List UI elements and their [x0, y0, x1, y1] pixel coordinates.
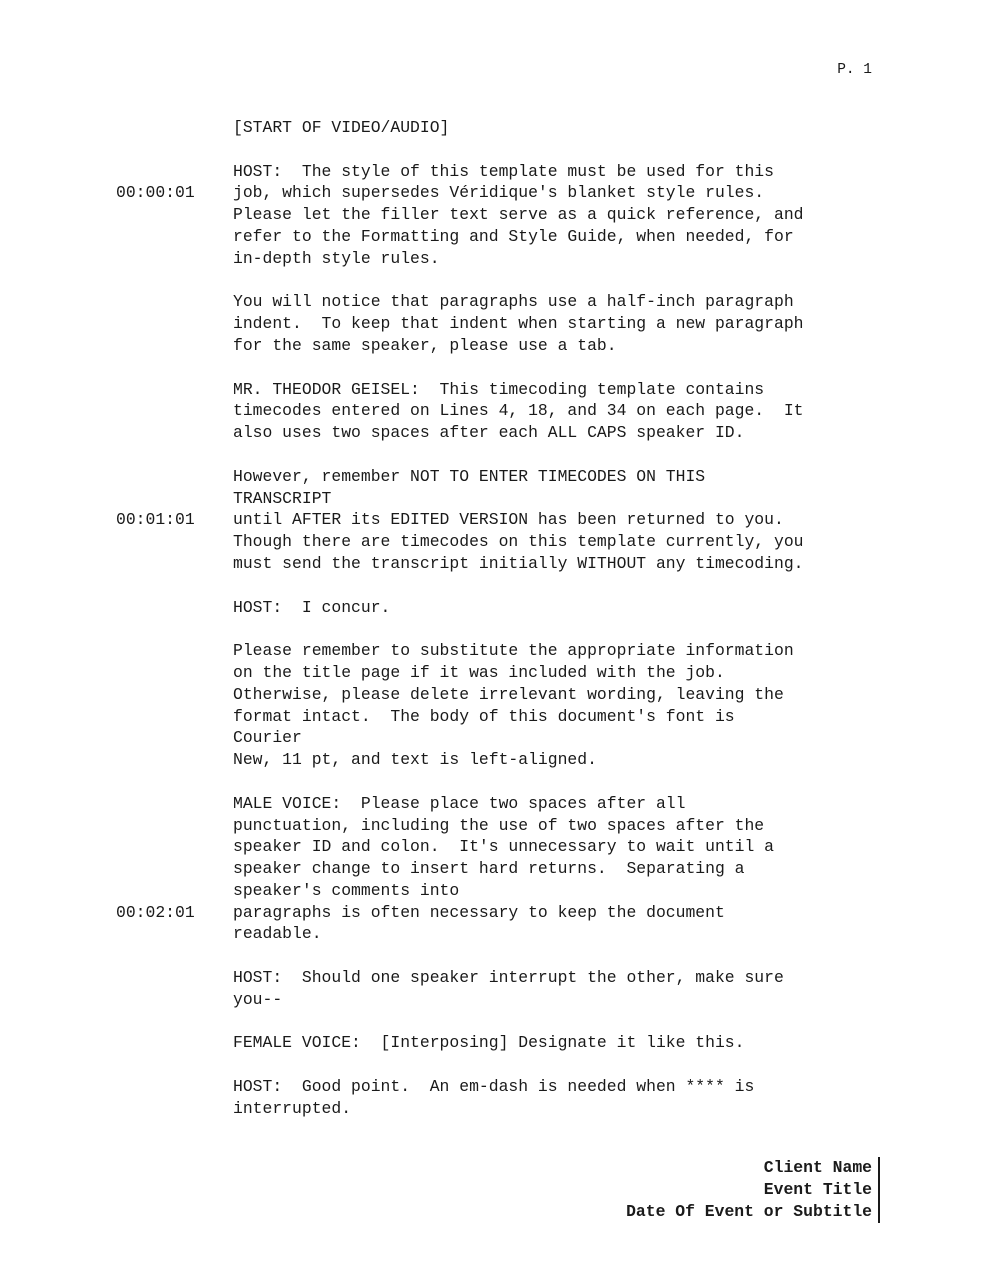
- transcript-line: [233, 291, 933, 313]
- line-text: speaker ID and colon. It's unnecessary to wait until a: [233, 837, 774, 857]
- transcript-line: [233, 793, 933, 815]
- transcript-line: [233, 444, 933, 466]
- footer-date-subtitle: Date Of Event or Subtitle: [626, 1201, 872, 1221]
- transcript-line: [233, 967, 933, 989]
- transcript-line: [233, 640, 933, 662]
- transcript-line: [233, 706, 933, 728]
- line-text: MR. THEODOR GEISEL: This timecoding template contains: [233, 379, 765, 399]
- line-text: New, 11 pt, and text is left-aligned.: [233, 750, 597, 770]
- line-text: for the same speaker, please use a tab.: [233, 335, 617, 355]
- line-text: speaker's comments into: [233, 880, 460, 900]
- transcript-line: [233, 815, 933, 837]
- line-text: Please let the filler text serve as a quick reference, and: [233, 205, 804, 225]
- line-text: until AFTER its EDITED VERSION has been returned to you.: [233, 510, 784, 530]
- transcript-line: [233, 422, 933, 444]
- line-text: However, remember NOT TO ENTER TIMECODES ON THIS: [233, 466, 706, 486]
- line-text: Otherwise, please delete irrelevant wording, leaving the: [233, 684, 784, 704]
- line-text: job, which supersedes Véridique's blanket style rules.: [233, 183, 765, 203]
- transcript-line: [233, 357, 933, 379]
- line-text: refer to the Formatting and Style Guide, when needed, for: [233, 226, 794, 246]
- transcript-line: [233, 880, 933, 902]
- transcript-line: [233, 1011, 933, 1033]
- transcript-line: [233, 226, 933, 248]
- line-text: readable.: [233, 924, 322, 944]
- transcript-line: [233, 597, 933, 619]
- line-text: Courier: [233, 728, 302, 748]
- transcript-line: [116, 509, 933, 531]
- footer-client-name: Client Name: [763, 1158, 872, 1177]
- line-text: MALE VOICE: Please place two spaces after all: [233, 793, 686, 813]
- transcript-line: [233, 379, 933, 401]
- line-text: HOST: Good point. An em-dash is needed when **** is: [233, 1077, 755, 1097]
- transcript-line: [233, 204, 933, 226]
- transcript-line: [233, 749, 933, 771]
- line-text: paragraphs is often necessary to keep the document: [233, 902, 725, 922]
- transcript-line: [233, 1032, 933, 1054]
- transcript-line: [233, 139, 933, 161]
- line-text: also uses two spaces after each ALL CAPS speaker ID.: [233, 423, 745, 443]
- transcript-line: [233, 1076, 933, 1098]
- timecode: 00:00:01: [116, 183, 195, 203]
- transcript-line: [233, 945, 933, 967]
- transcript-line: [233, 727, 933, 749]
- timecode: 00:02:01: [116, 902, 195, 922]
- line-text: TRANSCRIPT: [233, 488, 332, 508]
- transcript-line: [233, 1098, 933, 1120]
- line-text: in-depth style rules.: [233, 248, 440, 268]
- transcript-line: [233, 989, 933, 1011]
- transcript-line: [233, 662, 933, 684]
- transcript-line: [233, 161, 933, 183]
- line-text: must send the transcript initially WITHOUT any timecoding.: [233, 553, 804, 573]
- line-text: HOST: Should one speaker interrupt the other, make sure: [233, 968, 784, 988]
- transcript-line: [233, 771, 933, 793]
- line-text: format intact. The body of this document's font is: [233, 706, 735, 726]
- line-text: Please remember to substitute the appropriate information: [233, 641, 794, 661]
- transcript-line: [233, 618, 933, 640]
- transcript-line: [233, 248, 933, 270]
- line-text: FEMALE VOICE: [Interposing] Designate it like this.: [233, 1033, 745, 1053]
- timecode: 00:01:01: [116, 510, 195, 530]
- line-text: You will notice that paragraphs use a half-inch paragraph: [233, 292, 794, 312]
- transcript-line: [233, 488, 933, 510]
- line-text: speaker change to insert hard returns. Separating a: [233, 859, 745, 879]
- transcript-line: [233, 400, 933, 422]
- transcript-body: [116, 117, 933, 1120]
- transcript-line: [233, 923, 933, 945]
- transcript-line: [233, 335, 933, 357]
- line-text: on the title page if it was included with the job.: [233, 662, 725, 682]
- transcript-line: [233, 684, 933, 706]
- line-text: Though there are timecodes on this template currently, you: [233, 532, 804, 552]
- line-text: indent. To keep that indent when starting a new paragraph: [233, 314, 804, 334]
- transcript-line: [233, 117, 933, 139]
- transcript-line: [233, 553, 933, 575]
- transcript-line: [233, 270, 933, 292]
- footer-divider: [878, 1157, 880, 1223]
- transcript-line: [233, 313, 933, 335]
- transcript-line: [233, 1054, 933, 1076]
- transcript-line: [233, 858, 933, 880]
- line-text: punctuation, including the use of two spaces after the: [233, 815, 765, 835]
- line-text: interrupted.: [233, 1098, 352, 1118]
- line-text: timecodes entered on Lines 4, 18, and 34 on each page. It: [233, 401, 804, 421]
- line-text: HOST: The style of this template must be used for this: [233, 161, 774, 181]
- transcript-line: [233, 466, 933, 488]
- transcript-line: [116, 902, 933, 924]
- line-text: HOST: I concur.: [233, 597, 391, 617]
- line-text: you--: [233, 989, 283, 1009]
- transcript-line: [233, 575, 933, 597]
- transcript-line: [233, 836, 933, 858]
- transcript-line: [233, 531, 933, 553]
- footer-event-title: Event Title: [763, 1179, 872, 1199]
- footer-block: [626, 1157, 872, 1222]
- transcript-line: [116, 182, 933, 204]
- page-number: P. 1: [837, 62, 872, 78]
- line-text: [START OF VIDEO/AUDIO]: [233, 118, 450, 137]
